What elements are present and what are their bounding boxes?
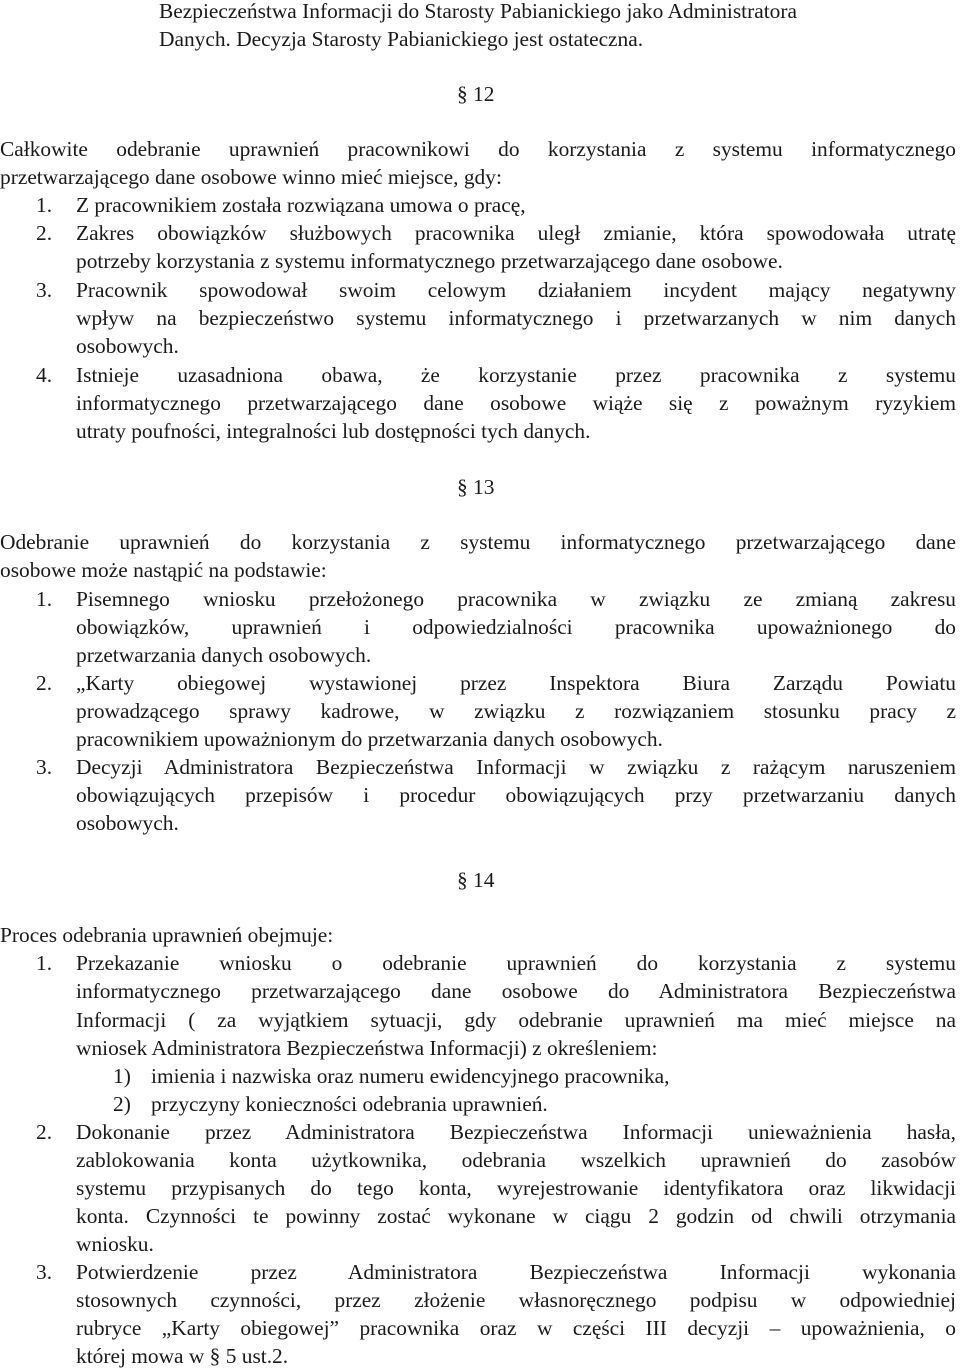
s13-item-3-line-3: osobowych. bbox=[76, 811, 179, 835]
s14-item-1-number: 1. bbox=[36, 951, 53, 975]
s13-item-3-line-1: Decyzji Administratora Bezpieczeństwa Informacji w związku z rażącym naruszeniem bbox=[76, 755, 956, 779]
s14-item-3-line-4: której mowa w § 5 ust.2. bbox=[76, 1344, 289, 1368]
s12-item-4-line-3: utraty poufności, integralności lub dostępności tych danych. bbox=[76, 419, 591, 443]
s12-lead-line-1: Całkowite odebranie uprawnień pracownikowi do korzystania z systemu informatycznego bbox=[0, 137, 956, 161]
s13-item-1-line-3: przetwarzania danych osobowych. bbox=[76, 643, 372, 667]
s12-item-2-line-2: potrzeby korzystania z systemu informatycznego przetwarzającego dane osobowe. bbox=[76, 249, 783, 273]
s12-item-3-number: 3. bbox=[36, 278, 53, 302]
s14-subitem-1-number: 1) bbox=[113, 1064, 131, 1088]
s13-item-2-number: 2. bbox=[36, 671, 53, 695]
s14-subitem-2-number: 2) bbox=[113, 1092, 131, 1116]
s14-item-3-line-3: rubryce „Karty obiegowej” pracownika oraz w części III decyzji – upoważnienia, o bbox=[76, 1316, 956, 1340]
s14-item-2-number: 2. bbox=[36, 1120, 53, 1144]
s14-item-1-line-1: Przekazanie wniosku o odebranie uprawnień do korzystania z systemu bbox=[76, 951, 956, 975]
s14-subitem-2-text: przyczyny konieczności odebrania uprawnień. bbox=[151, 1092, 548, 1116]
s14-lead: Proces odebrania uprawnień obejmuje: bbox=[0, 923, 334, 947]
s13-item-1-line-1: Pisemnego wniosku przełożonego pracownika w związku ze zmianą zakresu bbox=[76, 587, 956, 611]
s14-item-1-line-4: wniosek Administratora Bezpieczeństwa Informacji) z określeniem: bbox=[76, 1036, 658, 1060]
s12-item-4-line-1: Istnieje uzasadniona obawa, że korzystanie przez pracownika z systemu bbox=[76, 363, 956, 387]
s12-item-1-text: Z pracownikiem została rozwiązana umowa o pracę, bbox=[76, 193, 526, 217]
s13-item-3-number: 3. bbox=[36, 755, 53, 779]
s14-item-3-line-2: stosownych czynności, przez złożenie własnoręcznego podpisu w odpowiedniej bbox=[76, 1288, 956, 1312]
s12-lead-line-2: przetwarzającego dane osobowe winno mieć miejsce, gdy: bbox=[0, 165, 502, 189]
s14-item-1-line-3: Informacji ( za wyjątkiem sytuacji, gdy odebranie uprawnień ma mieć miejsce na bbox=[76, 1008, 956, 1032]
s13-item-1-line-2: obowiązków, uprawnień i odpowiedzialności pracownika upoważnionego do bbox=[76, 615, 956, 639]
s14-item-3-number: 3. bbox=[36, 1260, 53, 1284]
section-12-heading: § 12 bbox=[457, 82, 495, 106]
section-14-heading: § 14 bbox=[457, 868, 495, 892]
s13-item-2-line-1: „Karty obiegowej wystawionej przez Inspektora Biura Zarządu Powiatu bbox=[76, 671, 956, 695]
s12-item-3-line-1: Pracownik spowodował swoim celowym działaniem incydent mający negatywny bbox=[76, 278, 956, 302]
s12-item-2-line-1: Zakres obowiązków służbowych pracownika uległ zmianie, która spowodowała utratę bbox=[76, 221, 956, 245]
s13-lead-line-2: osobowe może nastąpić na podstawie: bbox=[0, 558, 327, 582]
s14-item-2-line-4: konta. Czynności te powinny zostać wykonane w ciągu 2 godzin od chwili otrzymania bbox=[76, 1204, 956, 1228]
s12-item-4-line-2: informatycznego przetwarzającego dane osobowe wiąże się z poważnym ryzykiem bbox=[76, 391, 956, 415]
s14-item-2-line-3: systemu przypisanych do tego konta, wyrejestrowanie identyfikatora oraz likwidacji bbox=[76, 1176, 956, 1200]
s13-item-2-line-2: prowadzącego sprawy kadrowe, w związku z rozwiązaniem stosunku pracy z bbox=[76, 699, 956, 723]
s12-item-3-line-3: osobowych. bbox=[76, 334, 179, 358]
s13-item-1-number: 1. bbox=[36, 587, 53, 611]
s14-item-2-line-2: zablokowania konta użytkownika, odebrania wszelkich uprawnień do zasobów bbox=[76, 1148, 956, 1172]
section-13-heading: § 13 bbox=[457, 475, 495, 499]
intro-line-1: Bezpieczeństwa Informacji do Starosty Pabianickiego jako Administratora bbox=[159, 0, 797, 23]
s14-item-2-line-1: Dokonanie przez Administratora Bezpieczeństwa Informacji unieważnienia hasła, bbox=[76, 1120, 956, 1144]
s13-item-2-line-3: pracownikiem upoważnionym do przetwarzania danych osobowych. bbox=[76, 727, 663, 751]
s13-lead-line-1: Odebranie uprawnień do korzystania z systemu informatycznego przetwarzającego dane bbox=[0, 530, 956, 554]
s14-subitem-1-text: imienia i nazwiska oraz numeru ewidencyjnego pracownika, bbox=[151, 1064, 670, 1088]
s12-item-1-number: 1. bbox=[36, 193, 53, 217]
intro-line-2: Danych. Decyzja Starosty Pabianickiego jest ostateczna. bbox=[159, 27, 644, 51]
s12-item-2-number: 2. bbox=[36, 221, 53, 245]
s13-item-3-line-2: obowiązujących przepisów i procedur obowiązujących przy przetwarzaniu danych bbox=[76, 783, 956, 807]
s12-item-4-number: 4. bbox=[36, 363, 53, 387]
s12-item-3-line-2: wpływ na bezpieczeństwo systemu informatycznego i przetwarzanych w nim danych bbox=[76, 306, 956, 330]
s14-item-3-line-1: Potwierdzenie przez Administratora Bezpieczeństwa Informacji wykonania bbox=[76, 1260, 956, 1284]
s14-item-1-line-2: informatycznego przetwarzającego dane osobowe do Administratora Bezpieczeństwa bbox=[76, 979, 956, 1003]
s14-item-2-line-5: wniosku. bbox=[76, 1232, 154, 1256]
